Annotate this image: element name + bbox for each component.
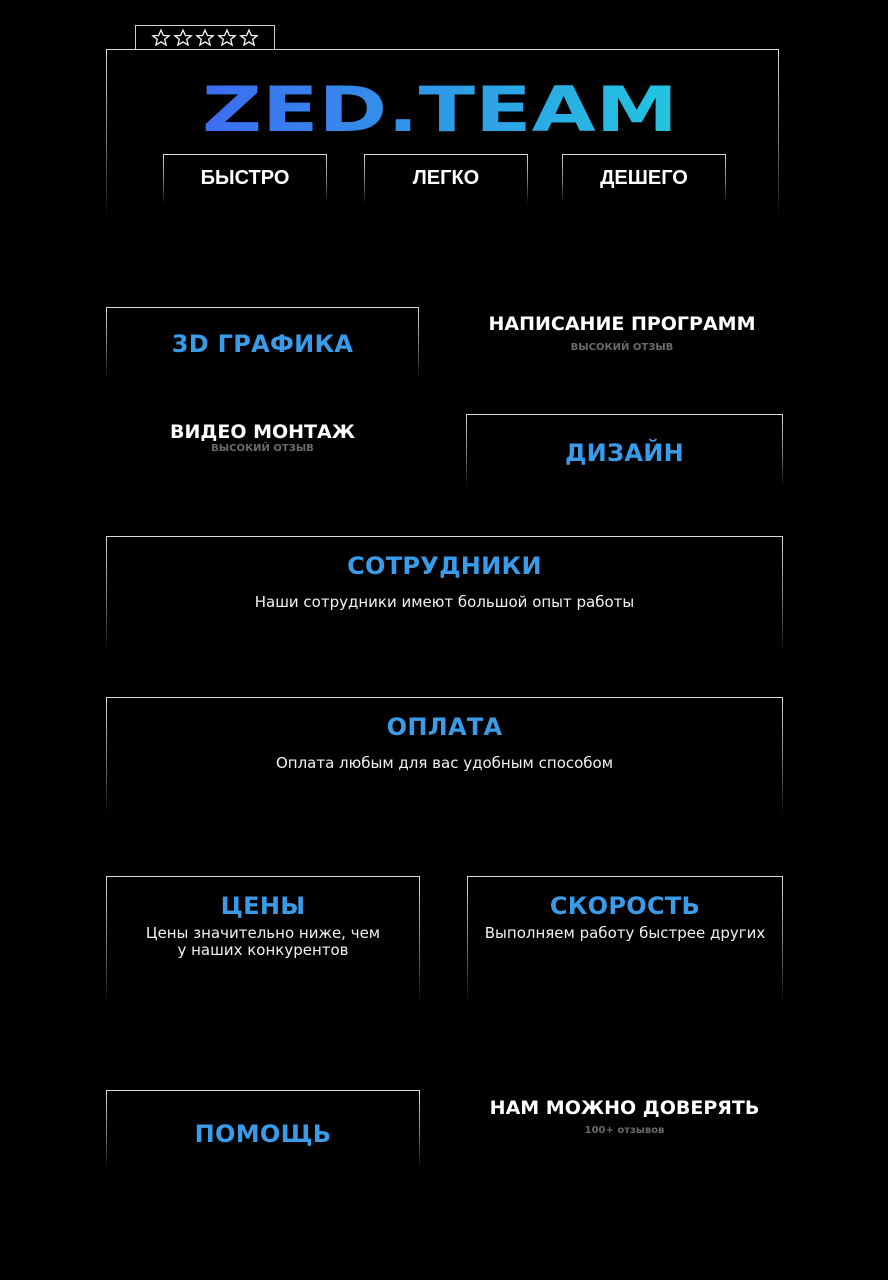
card-help[interactable] [106,1090,420,1170]
star-icon[interactable] [217,28,237,48]
card-payment [106,697,783,815]
card-speed-title: СКОРОСТЬ [549,892,701,920]
card-programs-title: НАПИСАНИЕ ПРОГРАММ [488,313,756,335]
logo-text: ZED.TEAM [202,84,678,136]
card-prices [106,876,420,1004]
card-staff-title: СОТРУДНИКИ [347,552,542,580]
card-programs[interactable] [462,313,782,353]
logo[interactable] [200,84,680,136]
card-help-title: ПОМОЩЬ [194,1120,332,1148]
card-payment-title: ОПЛАТА [386,713,503,741]
pill-fast[interactable] [163,154,327,204]
card-staff [106,536,783,654]
card-speed [467,876,783,1004]
card-video-note: ВЫСОКИЙ ОТЗЫВ [211,443,314,454]
star-icon[interactable] [151,28,171,48]
card-prices-title: ЦЕНЫ [220,892,306,920]
card-video-title: ВИДЕО МОНТАЖ [170,421,355,443]
card-speed-text: Выполняем работу быстрее других [484,924,766,942]
pill-cheap[interactable] [562,154,726,204]
star-icon[interactable] [195,28,215,48]
rating-stars [135,25,275,49]
card-design[interactable] [466,414,783,488]
card-trust-title: НАМ МОЖНО ДОВЕРЯТЬ [489,1097,760,1119]
card-3d-graphics-title: 3D ГРАФИКА [171,330,354,358]
card-staff-text: Наши сотрудники имеют большой опыт работы [254,593,635,611]
card-prices-line2: у наших конкурентов [177,941,349,959]
card-trust-note: 100+ отзывов [584,1125,665,1136]
star-icon[interactable] [173,28,193,48]
star-icon[interactable] [239,28,259,48]
card-video[interactable] [106,421,419,454]
pill-cheap-label: ДЕШЕГО [600,167,688,189]
card-design-title: ДИЗАЙН [564,439,685,467]
card-payment-text: Оплата любым для вас удобным способом [275,754,614,772]
card-trust [466,1097,783,1136]
pill-easy[interactable] [364,154,528,204]
card-3d-graphics[interactable] [106,307,419,379]
pill-fast-label: БЫСТРО [200,167,290,189]
card-prices-line1: Цены значительно ниже, чем [145,924,381,942]
pill-easy-label: ЛЕГКО [412,167,480,189]
card-programs-note: ВЫСОКИЙ ОТЗЫВ [570,342,674,353]
